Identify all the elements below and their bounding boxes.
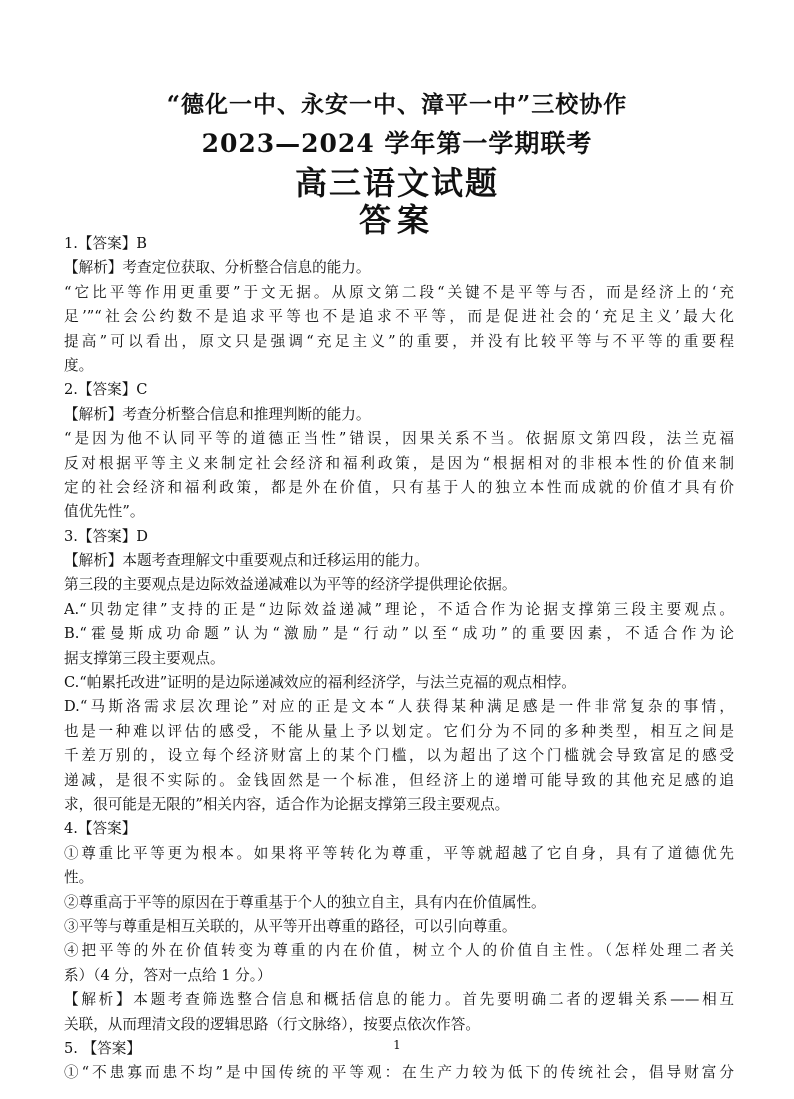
exam-subject-title: 高三语文试题 bbox=[294, 164, 499, 202]
text-line: 【解析】本题考查筛选整合信息和概括信息的能力。首先要明确二者的逻辑关系——相互 bbox=[64, 991, 734, 1009]
text-line: 4.【答案】 bbox=[64, 820, 137, 838]
school-collaboration-title: “德化一中、永安一中、漳平一中”三校协作 bbox=[166, 91, 628, 118]
text-line: 反对根据平等主义来制定社会经济和福利政策，是因为“根据相对的非根本性的价值来制 bbox=[64, 454, 734, 472]
answer-body bbox=[64, 232, 734, 1086]
text-line: 定的社会经济和福利政策，都是外在价值，只有基于人的独立本性而成就的价值才具有价 bbox=[64, 478, 734, 496]
text-line: ②尊重高于平等的原因在于尊重基于个人的独立自主，具有内在价值属性。 bbox=[64, 893, 546, 911]
text-line: 也是一种难以评估的感受，不能从量上予以划定。它们分为不同的多种类型，相互之间是 bbox=[64, 722, 734, 740]
text-line: 系）（4 分，答对一点给 1 分。） bbox=[64, 966, 272, 984]
text-line: 【解析】考查定位获取、分析整合信息的能力。 bbox=[64, 259, 371, 277]
text-line: 5. 【答案】 bbox=[64, 1039, 141, 1057]
text-line: 足’”“社会公约数不是追求平等也不是追求不平等，而是促进社会的‘充足主义’最大化 bbox=[64, 308, 734, 326]
text-line: 3.【答案】D bbox=[64, 527, 148, 545]
text-line: C.“帕累托改进”证明的是边际递减效应的福利经济学，与法兰克福的观点相悖。 bbox=[64, 674, 576, 692]
text-line: “它比平等作用更重要”于文无据。从原文第二段“关键不是平等与否，而是经济上的‘充 bbox=[64, 283, 734, 301]
text-line: B.“霍曼斯成功命题”认为“激励”是“行动”以至“成功”的重要因素，不适合作为论 bbox=[64, 625, 734, 643]
text-line: 【解析】考查分析整合信息和推理判断的能力。 bbox=[64, 405, 371, 423]
text-line: 2.【答案】C bbox=[64, 381, 148, 399]
text-line: ③平等与尊重是相互关联的，从平等开出尊重的路径，可以引向尊重。 bbox=[64, 917, 517, 935]
exam-term-title: 2023—2024 学年第一学期联考 bbox=[201, 129, 593, 158]
page-number: 1 bbox=[393, 1038, 401, 1052]
text-line: 第三段的主要观点是边际效益递减难以为平等的经济学提供理论依据。 bbox=[64, 576, 517, 594]
text-line: 值优先性”。 bbox=[64, 503, 145, 521]
text-line: 求，很可能是无限的”相关内容，适合作为论据支撑第三段主要观点。 bbox=[64, 795, 510, 813]
text-line: 度。 bbox=[64, 356, 94, 374]
text-line: 据支撑第三段主要观点。 bbox=[64, 649, 225, 667]
text-line: A.“贝勃定律”支持的正是“边际效益递减”理论，不适合作为论据支撑第三段主要观点。 bbox=[64, 600, 734, 618]
text-line: 1.【答案】B bbox=[64, 235, 148, 252]
text-line: 递减，是很不实际的。金钱固然是一个标准，但经济上的递增可能导致的其他充足感的追 bbox=[64, 771, 734, 789]
text-line: D.“马斯洛需求层次理论”对应的正是文本“人获得某种满足感是一件非常复杂的事情， bbox=[64, 698, 734, 716]
text-line: ①尊重比平等更为根本。如果将平等转化为尊重，平等就超越了它自身，具有了道德优先 bbox=[64, 844, 734, 862]
text-line: “是因为他不认同平等的道德正当性”错误，因果关系不当。依据原文第四段，法兰克福 bbox=[64, 430, 734, 448]
text-line: 提高”可以看出，原文只是强调“充足主义”的重要，并没有比较平等与不平等的重要程 bbox=[64, 332, 734, 350]
text-line: 千差万别的，设立每个经济财富上的某个门槛，以为超出了这个门槛就会导致富足的感受 bbox=[64, 747, 734, 765]
text-line: 【解析】本题考查理解文中重要观点和迁移运用的能力。 bbox=[64, 552, 429, 570]
answer-key-title: 答案 bbox=[358, 201, 435, 239]
text-line: 关联，从而理清文段的逻辑思路（行文脉络），按要点依次作答。 bbox=[64, 1015, 480, 1033]
text-line: ④把平等的外在价值转变为尊重的内在价值，树立个人的价值自主性。（怎样处理二者关 bbox=[64, 942, 734, 960]
text-line: ①“不患寡而患不均”是中国传统的平等观：在生产力较为低下的传统社会，倡导财富分 bbox=[64, 1064, 734, 1082]
text-line: 性。 bbox=[64, 869, 94, 887]
